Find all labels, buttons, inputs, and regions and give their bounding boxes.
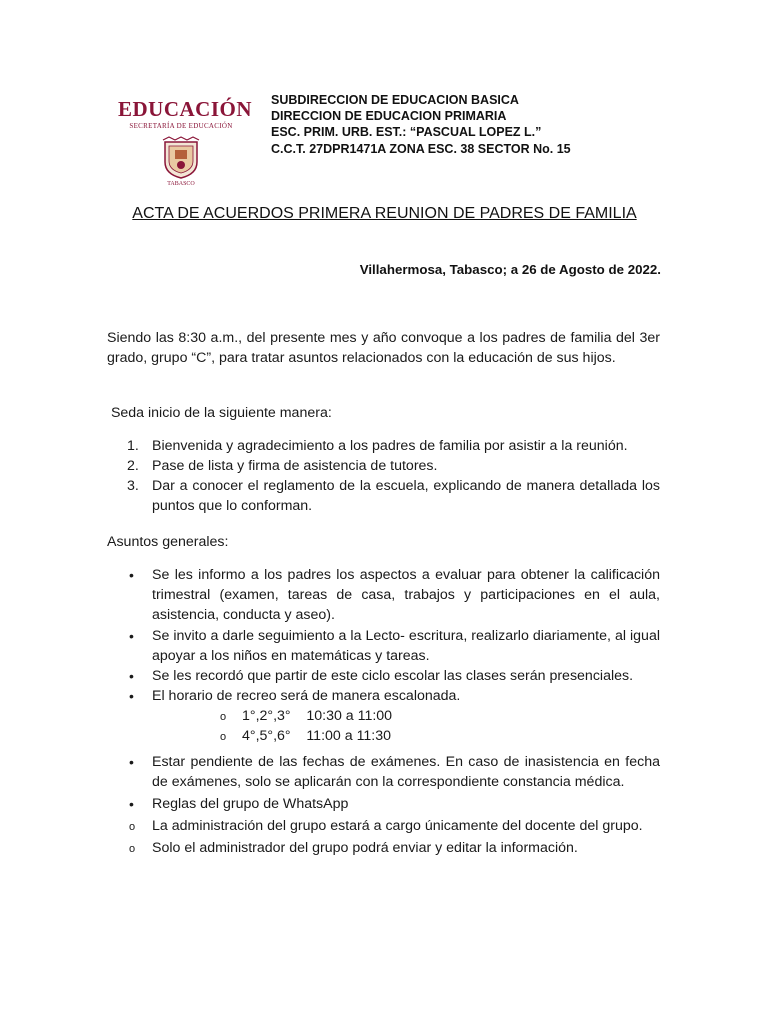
list-number: 1. bbox=[127, 438, 139, 454]
recess-schedule bbox=[152, 706, 660, 746]
list-item-text: La administración del grupo estará a cargo únicamente del docente del grupo. bbox=[152, 818, 643, 834]
document-title: ACTA DE ACUERDOS PRIMERA REUNION DE PADRES DE FAMILIA bbox=[132, 205, 637, 222]
bullet-icon: • bbox=[129, 688, 134, 704]
list-item-text: El horario de recreo será de manera escalonada. bbox=[152, 688, 461, 704]
logo-subtitle: SECRETARÍA DE EDUCACIÓN bbox=[129, 122, 233, 130]
education-logo bbox=[118, 97, 253, 187]
general-heading: Asuntos generales: bbox=[107, 534, 229, 550]
list-item bbox=[107, 667, 660, 685]
bullet-icon: • bbox=[129, 668, 134, 684]
list-item-text: Se les recordó que partir de este ciclo escolar las clases serán presenciales. bbox=[152, 668, 634, 684]
list-item-text: Se les informo a los padres los aspectos a evaluar para obtener la calificación trimestral (examen, tareas de casa, trabajos y participaciones en el aula, asistencia, conducta y aseo). bbox=[152, 567, 660, 623]
circle-bullet-icon: o bbox=[220, 731, 227, 743]
schedule-text: 1°,2°,3° 10:30 a 11:00 bbox=[242, 708, 393, 724]
header-line: DIRECCION DE EDUCACION PRIMARIA bbox=[271, 109, 507, 124]
agenda-list bbox=[107, 436, 660, 516]
list-item bbox=[107, 816, 660, 836]
circle-bullet-icon: o bbox=[220, 711, 227, 723]
list-item-text: Estar pendiente de las fechas de exámenes. En caso de inasistencia en fecha de exámenes, solo se aplicarán con la correspondiente constancia médica. bbox=[152, 754, 660, 790]
list-item-text: Bienvenida y agradecimiento a los padres de familia por asistir a la reunión. bbox=[152, 438, 628, 454]
list-item-text: Reglas del grupo de WhatsApp bbox=[152, 796, 349, 812]
intro-paragraph: Siendo las 8:30 a.m., del presente mes y año convoque a los padres de familia del 3er grado, grupo “C”, para tratar asuntos relacionados con la educación de sus hijos. bbox=[107, 330, 660, 366]
list-item-text: Dar a conocer el reglamento de la escuela, explicando de manera detallada los puntos que lo conforman. bbox=[152, 478, 660, 514]
header-line: ESC. PRIM. URB. EST.: “PASCUAL LOPEZ L.” bbox=[271, 125, 542, 140]
list-item-text: Pase de lista y firma de asistencia de tutores. bbox=[152, 458, 438, 474]
bullet-icon: • bbox=[129, 567, 134, 583]
bullet-icon: • bbox=[129, 628, 134, 644]
list-item bbox=[107, 626, 660, 666]
circle-bullet-icon: o bbox=[129, 843, 136, 855]
list-item bbox=[107, 476, 660, 516]
list-number: 3. bbox=[127, 478, 139, 494]
bullet-icon: • bbox=[129, 796, 134, 812]
start-line: Seda inicio de la siguiente manera: bbox=[107, 405, 332, 421]
header-line: SUBDIRECCION DE EDUCACION BASICA bbox=[271, 93, 519, 107]
schedule-item bbox=[152, 706, 660, 726]
list-item bbox=[107, 436, 660, 456]
list-item-text: Se invito a darle seguimiento a la Lecto- escritura, realizarlo diariamente, al igual apoyar a los niños en matemáticas y tareas. bbox=[152, 628, 660, 664]
list-item bbox=[107, 686, 660, 746]
list-item bbox=[107, 456, 660, 476]
schedule-text: 4°,5°,6° 11:00 a 11:30 bbox=[242, 728, 392, 744]
circle-bullet-icon: o bbox=[129, 821, 136, 833]
list-item bbox=[107, 838, 660, 858]
list-item bbox=[107, 565, 660, 625]
list-number: 2. bbox=[127, 458, 139, 474]
logo-state: TABASCO bbox=[167, 181, 195, 187]
list-item-text: Solo el administrador del grupo podrá enviar y editar la información. bbox=[152, 840, 578, 856]
header-line: C.C.T. 27DPR1471A ZONA ESC. 38 SECTOR No. 15 bbox=[271, 141, 571, 156]
general-list bbox=[107, 565, 660, 859]
institution-header bbox=[271, 92, 571, 157]
list-item bbox=[107, 752, 660, 792]
schedule-item bbox=[152, 726, 660, 746]
list-item bbox=[107, 794, 660, 814]
place-date: Villahermosa, Tabasco; a 26 de Agosto de 2022. bbox=[359, 262, 661, 277]
logo-wordmark: EDUCACIÓN bbox=[118, 97, 253, 121]
state-seal-icon bbox=[161, 136, 201, 180]
bullet-icon: • bbox=[129, 754, 134, 770]
